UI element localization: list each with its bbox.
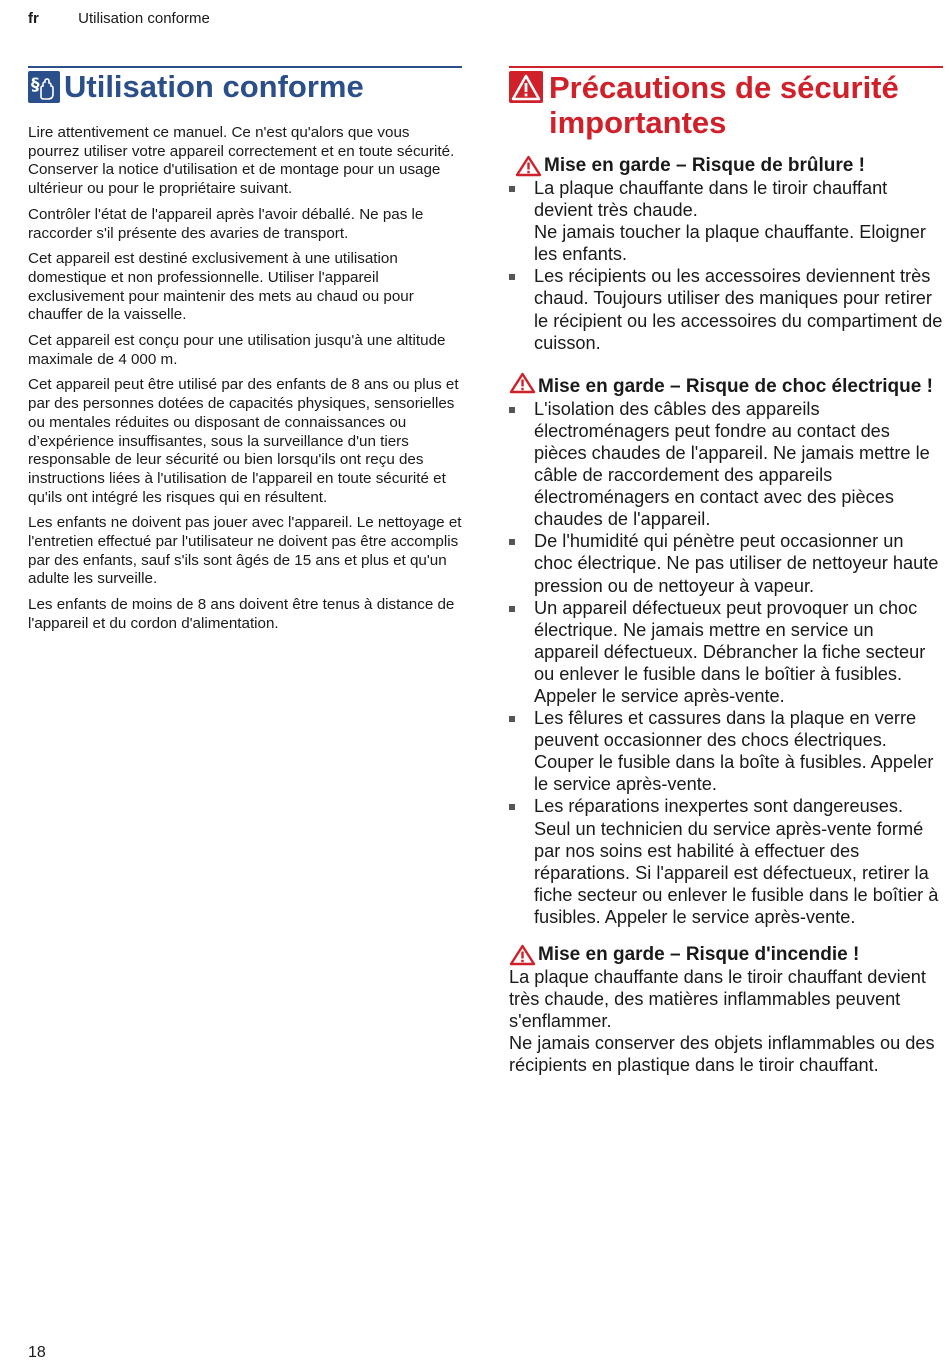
paragraph: Cet appareil peut être utilisé par des enfants de 8 ans ou plus et par des personnes dotées de capacités physiques, sensorielles ou mentales réduites ou disposant de connaissances ou d’expérience insuffisantes, sous la surveillance d'un tiers responsable de leur sécurité ou bien lorsqu'ils ont reçu des instructions liées à l'utilisation de l'appareil en toute sécurité et qu'ils ont intégré les risques qui en résultent.: [28, 376, 459, 506]
list-item: Les récipients ou les accessoires deviennent très chaud. Toujours utiliser des maniques pour retirer le récipient ou les accessoires du compartiment de cuisson.: [509, 265, 943, 353]
shock-list: [509, 398, 943, 928]
list-item: La plaque chauffante dans le tiroir chauffant devient très chaude. Ne jamais toucher la plaque chauffante. Eloigner les enfants.: [509, 177, 943, 265]
section-title-block: [28, 66, 462, 104]
language-tag: fr: [28, 10, 39, 27]
section-hand-icon: [28, 71, 60, 103]
warning-heading-text: Mise en garde – Risque de choc électrique !: [538, 375, 933, 397]
warning-heading-text: Mise en garde – Risque d'incendie !: [538, 944, 860, 965]
list-item: Les fêlures et cassures dans la plaque en verre peuvent occasionner des chocs électriques. Couper le fusible dans la boîte à fusibles. Appeler le service après-vente.: [509, 707, 943, 795]
safety-title-line: importantes: [549, 105, 727, 140]
paragraph: Les enfants de moins de 8 ans doivent être tenus à distance de l'appareil et du cordon d'alimentation.: [28, 596, 455, 632]
page-number: 18: [28, 1344, 46, 1361]
paragraph: Cet appareil est conçu pour une utilisation jusqu'à une altitude maximale de 4 000 m.: [28, 332, 446, 368]
svg-text:§: §: [31, 75, 40, 95]
running-header-title: Utilisation conforme: [78, 10, 210, 27]
paragraph: Lire attentivement ce manuel. Ce n'est qu'alors que vous pourrez utiliser votre appareil correctement et en toute sécurité. Conserver la notice d'utilisation et de montage pour un usage ultérieur ou pour le propriétaire suivant.: [28, 124, 455, 198]
warning-heading: [509, 155, 943, 177]
paragraph: Contrôler l'état de l'appareil après l'avoir déballé. Ne pas le raccorder s'il présente des avaries de transport.: [28, 205, 424, 242]
paragraph: Cet appareil est destiné exclusivement à une utilisation domestique et non professionnelle. Utiliser l'appareil exclusivement pour maintenir des mets au chaud ou pour chauffer de la vaisselle.: [28, 250, 414, 324]
list-item: De l'humidité qui pénètre peut occasionner un choc électrique. Ne pas utiliser de nettoyeur haute pression ou de nettoyeur à vapeur.: [509, 530, 943, 596]
page-header: [28, 10, 210, 27]
fire-text: La plaque chauffante dans le tiroir chauffant devient très chaude, des matières inflammables peuvent s'enflammer.: [509, 967, 926, 1032]
warning-heading-text: Mise en garde – Risque de brûlure !: [544, 155, 865, 176]
list-item: Les réparations inexpertes sont dangereuses. Seul un technicien du service après-vente formé par nos soins est habilité à effectuer des réparations. Si l'appareil est défectueux, retirer la fiche secteur ou enlever le fusible dans le boîtier à fusibles. Appeler le service après-vente.: [509, 795, 943, 928]
fire-warning-section: [509, 944, 943, 1076]
safety-title-line: Précautions de sécurité: [549, 70, 899, 105]
right-column: [509, 66, 943, 1076]
warning-triangle-icon: [509, 71, 543, 103]
section-title: Utilisation conforme: [64, 69, 364, 104]
left-column: [28, 66, 462, 641]
warning-triangle-icon: [509, 944, 536, 966]
safety-title: [549, 70, 899, 140]
safety-title-block: [509, 66, 943, 140]
paragraph: Les enfants ne doivent pas jouer avec l'appareil. Le nettoyage et l'entretien effectué par l'utilisateur ne doivent pas être accomplis par des enfants, sauf s'ils sont âgés de 15 ans et plus et qu'un adulte les surveille.: [28, 514, 462, 588]
warning-triangle-icon: [515, 155, 542, 177]
list-item: Un appareil défectueux peut provoquer un choc électrique. Ne jamais mettre en service un appareil défectueux. Débrancher la fiche secteur ou enlever le fusible dans le boîtier à fusibles. Appeler le service après-vente.: [509, 597, 943, 707]
fire-text: Ne jamais conserver des objets inflammables ou des récipients en plastique dans le tiroir chauffant.: [509, 1033, 935, 1076]
burn-warning-section: [509, 155, 943, 354]
burn-list: [509, 177, 943, 354]
warning-heading: [509, 372, 943, 398]
warning-triangle-icon: [509, 372, 536, 394]
warning-heading: [509, 944, 943, 966]
list-item: L'isolation des câbles des appareils électroménagers peut fondre au contact des pièces chaudes de l'appareil. Ne jamais mettre le câble de raccordement des appareils électroménagers en contact avec des pièces chaudes de l'appareil.: [509, 398, 943, 531]
shock-warning-section: [509, 372, 943, 928]
intro-text: [28, 124, 462, 634]
